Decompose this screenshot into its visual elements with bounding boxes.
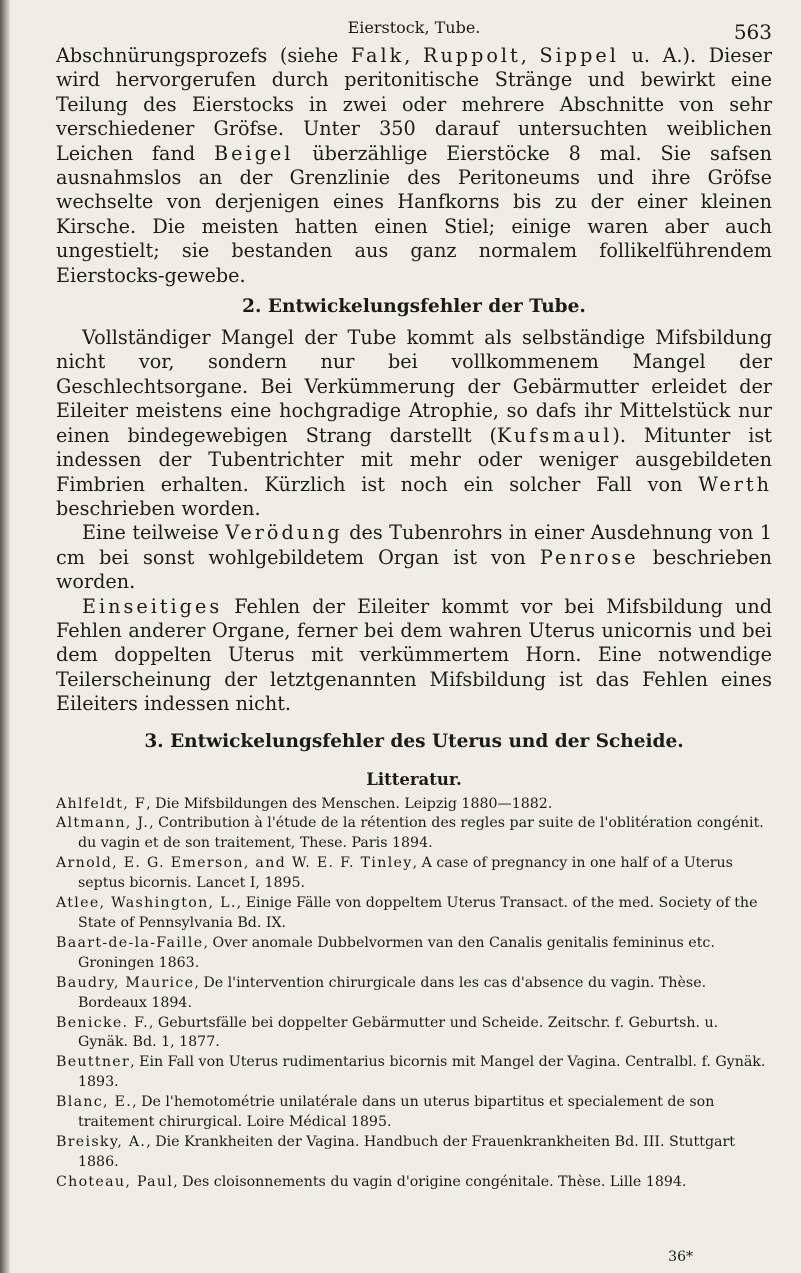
reference-author: Atlee, Washington, L. xyxy=(56,895,237,912)
reference-list xyxy=(56,795,772,1193)
reference-author: Blanc, E. xyxy=(56,1094,133,1111)
text-run: beschrieben worden. xyxy=(56,545,772,594)
text-run: Eine teilweise xyxy=(82,521,226,545)
reference-item xyxy=(56,894,772,934)
reference-text: , Die Krankheiten der Vagina. Handbuch der Frauenkrankheiten Bd. III. Stuttgart 1886. xyxy=(78,1133,735,1170)
emphasized-term: Verödung xyxy=(225,521,343,545)
author-name: Ruppolt xyxy=(423,44,521,67)
section-heading-tube: 2. Entwickelungsfehler der Tube. xyxy=(242,296,586,318)
reference-item xyxy=(56,1173,772,1193)
reference-item xyxy=(56,854,772,894)
reference-item xyxy=(56,1014,772,1054)
paragraph-tube-absence xyxy=(56,326,772,521)
author-name: Werth xyxy=(698,472,772,496)
reference-text: , Contribution à l'étude de la rétention des regles par suite de l'oblitération congénit. du vagin et de son traitement, These. Paris 1894. xyxy=(78,815,764,852)
section-heading-uterus: 3. Entwickelungsfehler des Uterus und der Scheide. xyxy=(144,730,684,752)
author-name: Penrose xyxy=(539,545,639,569)
reference-text: , De l'hemotométrie unilatérale dans un uterus bipartitus et specialement de son traitement chirurgical. Loire Médical 1895. xyxy=(78,1094,715,1131)
signature-mark: 36* xyxy=(668,1249,693,1265)
reference-author: Baart-de-la-Faille xyxy=(56,934,204,951)
reference-item xyxy=(56,814,772,854)
text-run: Fehlen der Eileiter kommt vor bei Mifsbildung und Fehlen anderer Organe, ferner bei dem wahren Uterus unicornis und bei dem doppelten Uterus mit verkümmertem Horn. Eine notwendige Teilerscheinung der letztgenannten Mifsbildung ist das Fehlen eines Eileiters indessen nicht. xyxy=(56,594,772,716)
text-run: Abschnürungsprozefs (siehe xyxy=(56,44,352,67)
text-run: , xyxy=(520,44,540,67)
book-page xyxy=(56,14,772,1193)
reference-text: , De l'intervention chirurgicale dans les cas d'absence du vagin. Thèse. Bordeaux 1894. xyxy=(78,974,707,1011)
reference-item xyxy=(56,1093,772,1133)
reference-author: Beuttner xyxy=(56,1054,131,1071)
text-run: ). Mitunter ist indessen der Tubentrichter mit mehr oder weniger ausgebildeten Fimbrien erhalten. Kürzlich ist noch ein solcher Fall von xyxy=(56,423,772,496)
emphasized-term: Einseitiges xyxy=(82,594,223,618)
reference-item xyxy=(56,1133,772,1173)
reference-text: , Over anomale Dubbelvormen van den Canalis genitalis femininus etc. Groningen 1863. xyxy=(78,934,715,971)
page-number: 563 xyxy=(733,20,772,44)
author-name: Kufsmaul xyxy=(497,423,613,447)
text-run: des Tubenrohrs in einer Ausdehnung von 1 cm bei sonst wohlgebildetem Organ ist von xyxy=(56,521,773,569)
reference-item xyxy=(56,974,772,1014)
author-name: Sippel xyxy=(539,44,619,67)
reference-text: , Die Mifsbildungen des Menschen. Leipzig 1880—1882. xyxy=(146,795,553,812)
reference-text: , Einige Fälle von doppeltem Uterus Transact. of the med. Society of the State of Pennsylvania Bd. IX. xyxy=(78,895,758,931)
reference-author: Breisky, A. xyxy=(56,1133,147,1150)
literature-heading: Litteratur. xyxy=(366,769,462,789)
reference-author: Baudry, Maurice xyxy=(56,974,195,991)
reference-author: Arnold, E. G. Emerson, and W. E. F. Tinley xyxy=(56,855,413,872)
reference-text: , A case of pregnancy in one half of a Uterus septus bicornis. Lancet I, 1895. xyxy=(78,855,733,892)
text-run: u. A.). Dieser wird hervorgerufen durch peritonitische Stränge und bewirkt eine Teilung des Eierstocks in zwei oder mehrere Abschnitte von sehr verschiedener Gröfse. Unter 350 darauf untersuchten weiblichen Leichen fand xyxy=(56,44,772,165)
text-run: , xyxy=(404,44,423,67)
reference-author: Choteau, Paul xyxy=(56,1173,174,1190)
reference-text: , Ein Fall von Uterus rudimentarius bicornis mit Mangel der Vagina. Centralbl. f. Gynäk. 1893. xyxy=(78,1054,766,1091)
reference-author: Ahlfeldt, F xyxy=(56,795,147,812)
author-name: Beigel xyxy=(214,141,294,165)
book-binding-shadow xyxy=(0,0,10,1273)
text-run: beschrieben worden. xyxy=(56,496,261,520)
running-title: Eierstock, Tube. xyxy=(347,18,481,37)
paragraph-unilateral-absence xyxy=(56,595,772,717)
reference-item xyxy=(56,934,772,974)
author-name: Falk xyxy=(351,44,405,67)
reference-author: Altmann, J. xyxy=(56,815,150,832)
paragraph-ovary-division xyxy=(56,44,772,288)
text-run: Vollständiger Mangel der Tube kommt als selbständige Mifsbildung nicht vor, sondern nur bei vollkommenem Mangel der Geschlechtsorgane. Bei Verkümmerung der Gebärmutter erleidet der Eileiter meistens eine hochgradige Atrophie, so dafs ihr Mittelstück nur einen bindegewebigen Strang darstellt ( xyxy=(56,326,772,447)
reference-item xyxy=(56,795,772,815)
running-head xyxy=(56,14,772,44)
reference-author: Benicke. F. xyxy=(56,1014,149,1031)
reference-text: , Geburtsfälle bei doppelter Gebärmutter und Scheide. Zeitschr. f. Geburtsh. u. Gynäk. Bd. 1, 1877. xyxy=(78,1014,719,1051)
text-run: überzählige Eierstöcke 8 mal. Sie safsen ausnahmslos an der Grenzlinie des Peritoneums und ihre Gröfse wechselte von derjenigen eines Hanfkorns bis zu der einer kleinen Kirsche. Die meisten hatten einen Stiel; einige waren aber auch ungestielt; sie bestanden aus ganz normalem follikelführendem Eierstocks-gewebe. xyxy=(56,141,772,287)
paragraph-tube-obliteration xyxy=(56,521,772,594)
reference-item xyxy=(56,1053,772,1093)
reference-text: , Des cloisonnements du vagin d'origine congénitale. Thèse. Lille 1894. xyxy=(173,1173,687,1190)
